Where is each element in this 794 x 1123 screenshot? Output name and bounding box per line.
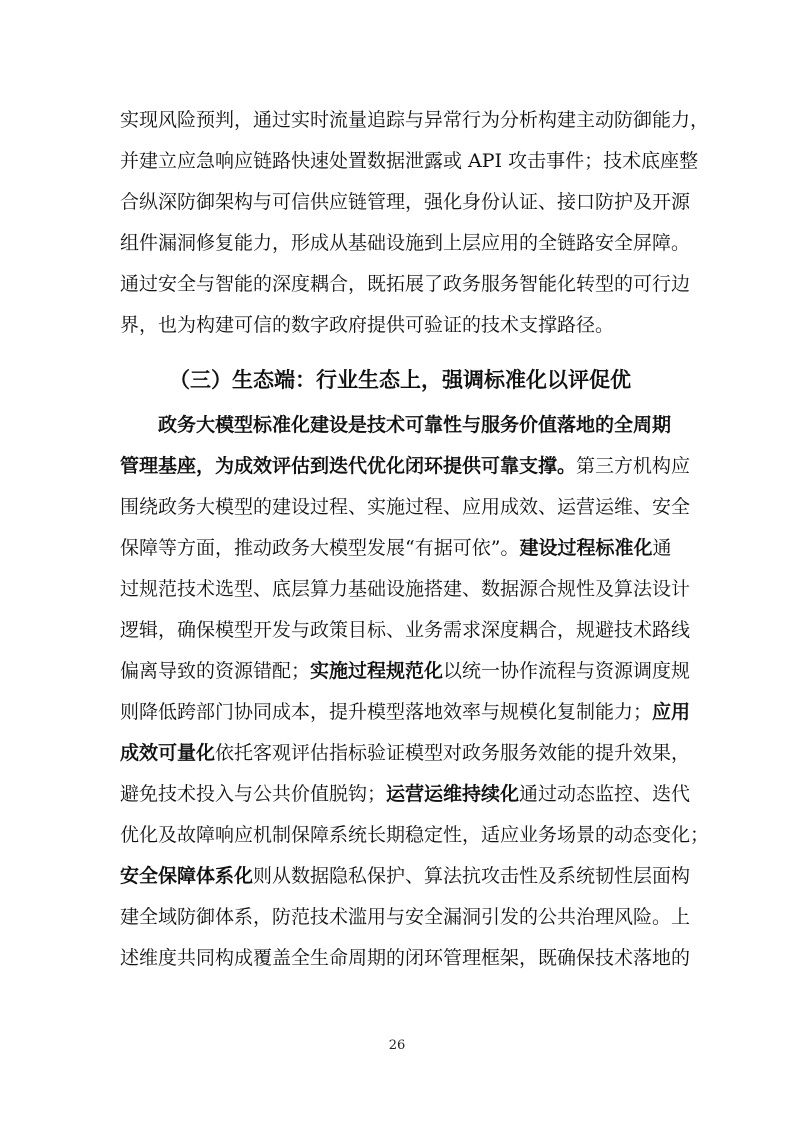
text-run: 依托客观评估指标验证模型对政务服务效能的提升效果， — [215, 742, 691, 764]
body-line: 通过安全与智能的深度耦合，既拓展了政务服务智能化转型的可行边 — [120, 273, 691, 295]
body-line — [120, 453, 691, 479]
body-line: 建全域防御体系，防范技术滥用与安全漏洞引发的公共治理风险。上 — [120, 906, 691, 928]
body-line: 合纵深防御架构与可信供应链管理，强化身份认证、接口防护及开源 — [120, 191, 691, 213]
body-line: 述维度共同构成覆盖全生命周期的闭环管理框架，既确保技术落地的 — [120, 947, 691, 969]
text-run: 则降低跨部门协同成本，提升模型落地效率与规模化复制能力； — [120, 701, 653, 723]
text-run: 第三方机构应 — [576, 455, 691, 477]
body-line: 并建立应急响应链路快速处置数据泄露或 API 攻击事件；技术底座整 — [120, 150, 699, 172]
text-run: 通 — [652, 537, 672, 559]
body-line: 界，也为构建可信的数字政府提供可验证的技术支撑路径。 — [120, 314, 615, 336]
bold-phrase: 建设过程标准化 — [519, 537, 653, 559]
body-line — [120, 535, 680, 561]
body-line: 优化及故障响应机制保障系统长期稳定性，适应业务场景的动态变化； — [120, 824, 710, 846]
text-run: 以统一协作流程与资源调度规 — [443, 660, 691, 682]
bold-phrase: 应用 — [652, 701, 691, 723]
body-line — [120, 658, 691, 684]
text-run: 偏离导致的资源错配； — [120, 660, 311, 682]
text-run: 通过动态监控、迭代 — [519, 783, 691, 805]
body-line — [120, 699, 691, 725]
bold-phrase: 管理基座，为成效评估到迭代优化闭环提供可靠支撑。 — [120, 455, 577, 477]
body-line — [120, 781, 691, 807]
bold-phrase: 安全保障体系化 — [120, 865, 254, 887]
bold-phrase: 实施过程规范化 — [310, 660, 444, 682]
body-line — [120, 740, 691, 766]
body-line — [120, 863, 691, 889]
body-line: 围绕政务大模型的建设过程、实施过程、应用成效、运营运维、安全 — [120, 496, 691, 518]
text-run: 保障等方面，推动政务大模型发展“有据可依”。 — [120, 537, 520, 559]
section-heading: （三）生态端：行业生态上，强调标准化以评促优 — [169, 368, 631, 392]
bold-phrase: 运营运维持续化 — [386, 783, 520, 805]
text-run: 避免技术投入与公共价值脱钩； — [120, 783, 387, 805]
bold-phrase: 政务大模型标准化建设是技术可靠性与服务价值落地的全周期 — [158, 414, 672, 436]
body-line: 逻辑，确保模型开发与政策目标、业务需求深度耦合，规避技术路线 — [120, 619, 691, 641]
text-run: 则从数据隐私保护、算法抗攻击性及系统韧性层面构 — [253, 865, 691, 887]
body-line — [158, 412, 680, 438]
bold-phrase: 成效可量化 — [120, 742, 216, 764]
body-line: 组件漏洞修复能力，形成从基础设施到上层应用的全链路安全屏障。 — [120, 232, 691, 254]
page-number: 26 — [388, 1038, 406, 1053]
body-line: 实现风险预判，通过实时流量追踪与异常行为分析构建主动防御能力， — [120, 109, 710, 131]
body-line: 过规范技术选型、底层算力基础设施搭建、数据源合规性及算法设计 — [120, 578, 691, 600]
